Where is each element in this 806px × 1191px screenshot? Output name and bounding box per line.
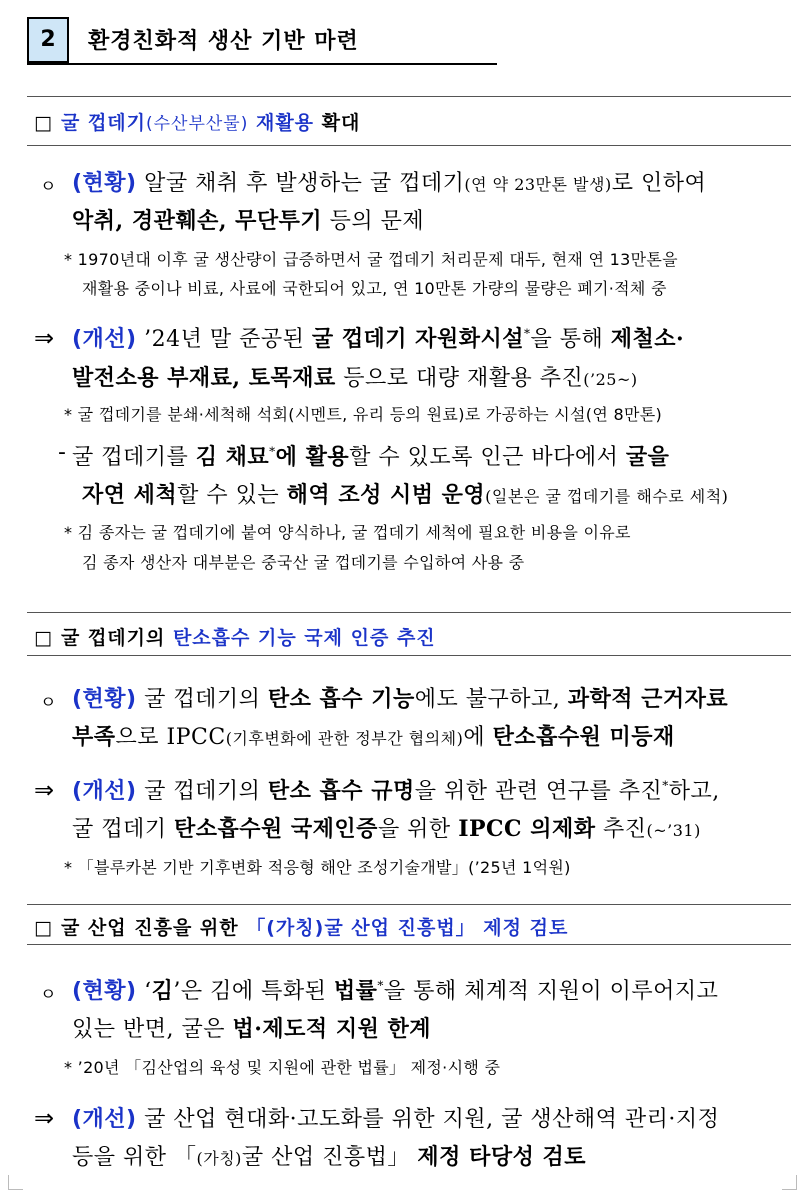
bullet-circle: ㅇ bbox=[40, 693, 57, 713]
s1-status-line2: 악취, 경관훼손, 무단투기 등의 문제 bbox=[72, 208, 425, 234]
s1-improve-line1: (개선) ’24년 말 준공된 굴 껍데기 자원화시설*을 통해 제철소· bbox=[72, 326, 685, 352]
section-number: 2 bbox=[40, 27, 56, 52]
section2-top-rule bbox=[27, 612, 791, 613]
s1-note3-line2: 김 종자 생산자 대부분은 중국산 굴 껍데기를 수입하여 사용 중 bbox=[82, 553, 525, 572]
s1-dash-line1: 굴 껍데기를 김 채묘*에 활용할 수 있도록 인근 바다에서 굴을 bbox=[72, 444, 670, 470]
s2-status-line2: 부족으로 IPCC(기후변화에 관한 정부간 협의체)에 탄소흡수원 미등재 bbox=[72, 724, 675, 750]
s2-improve-line2: 굴 껍데기 탄소흡수원 국제인증을 위한 IPCC 의제화 추진(~’31) bbox=[72, 816, 701, 842]
s1-note3-line1: * 김 종자는 굴 껍데기에 붙여 양식하나, 굴 껍데기 세척에 필요한 비용을 이유로 bbox=[64, 523, 631, 542]
page-title: 환경친화적 생산 기반 마련 bbox=[88, 29, 359, 54]
bullet-circle: ㅇ bbox=[40, 985, 57, 1005]
s1-note1-line1: * 1970년대 이후 굴 생산량이 급증하면서 굴 껍데기 처리문제 대두, 현재 연 13만톤을 bbox=[64, 250, 678, 269]
section3-heading: □ 굴 산업 진흥을 위한 「(가칭)굴 산업 진흥법」 제정 검토 bbox=[34, 917, 569, 939]
section1-bottom-rule bbox=[27, 145, 791, 146]
title-underline bbox=[27, 63, 497, 65]
s3-status-line1: (현황) ‘김’은 김에 특화된 법률*을 통해 체계적 지원이 이루어지고 bbox=[72, 978, 719, 1004]
s3-improve-line1: (개선) 굴 산업 현대화·고도화를 위한 지원, 굴 생산해역 관리·지정 bbox=[72, 1107, 720, 1132]
arrow-icon: ⇒ bbox=[34, 776, 55, 804]
s2-improve-line1: (개선) 굴 껍데기의 탄소 흡수 규명을 위한 관련 연구를 추진*하고, bbox=[72, 778, 720, 804]
s3-status-line2: 있는 반면, 굴은 법·제도적 지원 한계 bbox=[72, 1016, 431, 1042]
arrow-icon: ⇒ bbox=[34, 324, 55, 352]
s2-status-line1: (현황) 굴 껍데기의 탄소 흡수 기능에도 불구하고, 과학적 근거자료 bbox=[72, 686, 729, 712]
page-corner-mark bbox=[782, 1175, 797, 1190]
page-corner-mark bbox=[8, 1175, 23, 1190]
section3-bottom-rule bbox=[27, 944, 791, 945]
bullet-circle: ㅇ bbox=[40, 177, 57, 197]
s1-improve-line2: 발전소용 부재료, 토목재료 등으로 대량 재활용 추진(’25~) bbox=[72, 365, 638, 391]
s3-improve-line2: 등을 위한 「(가칭)굴 산업 진흥법」 제정 타당성 검토 bbox=[72, 1144, 586, 1170]
section1-heading: □ 굴 껍데기(수산부산물) 재활용 확대 bbox=[34, 112, 361, 134]
s1-note1-line2: 재활용 중이나 비료, 사료에 국한되어 있고, 연 10만톤 가량의 물량은 폐기·적체 중 bbox=[82, 279, 667, 298]
s2-note1: * 「블루카본 기반 기후변화 적응형 해안 조성기술개발」(’25년 1억원) bbox=[64, 858, 571, 877]
arrow-icon: ⇒ bbox=[34, 1104, 55, 1132]
s1-status-line1: (현황) 알굴 채취 후 발생하는 굴 껍데기(연 약 23만톤 발생)로 인하여 bbox=[72, 171, 707, 196]
dash-marker: - bbox=[58, 440, 67, 465]
section3-top-rule bbox=[27, 904, 791, 905]
section1-checkbox-glyph: □ bbox=[34, 112, 53, 134]
section2-heading: □ 굴 껍데기의 탄소흡수 기능 국제 인증 추진 bbox=[34, 627, 436, 649]
section1-top-rule bbox=[27, 96, 791, 97]
section2-checkbox-glyph: □ bbox=[34, 627, 53, 649]
s1-dash-line2: 자연 세척할 수 있는 해역 조성 시범 운영(일본은 굴 껍데기를 해수로 세척) bbox=[82, 482, 729, 508]
section3-checkbox-glyph: □ bbox=[34, 917, 53, 939]
section2-bottom-rule bbox=[27, 655, 791, 656]
section-number-box bbox=[27, 17, 69, 63]
s1-note2: * 굴 껍데기를 분쇄·세척해 석회(시멘트, 유리 등의 원료)로 가공하는 시설(연 8만톤) bbox=[64, 405, 663, 424]
s3-note1: * ’20년 「김산업의 육성 및 지원에 관한 법률」 제정·시행 중 bbox=[64, 1058, 501, 1077]
